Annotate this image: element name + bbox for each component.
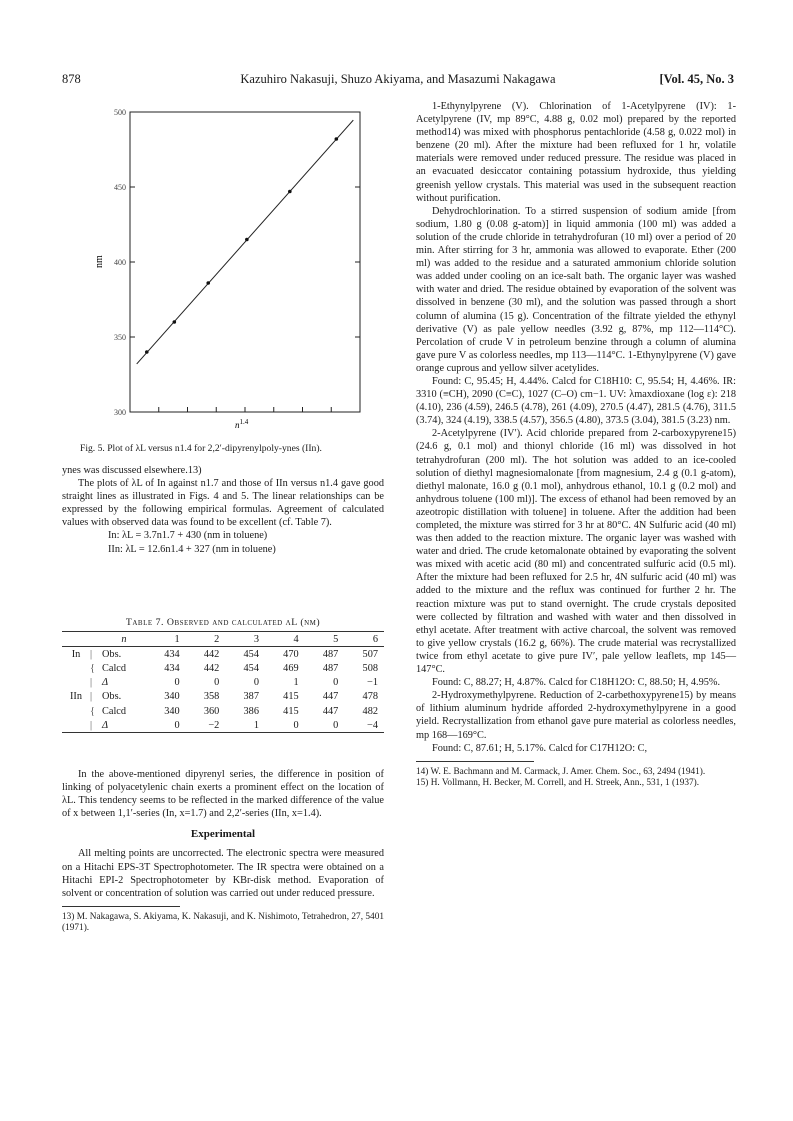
- table-cell: 487: [322, 662, 339, 674]
- table-cell: 0: [174, 719, 180, 731]
- row-kind: Calcd: [102, 662, 127, 674]
- n-value: 5: [333, 633, 339, 645]
- data-point: [288, 190, 292, 194]
- table-row: | Δ 0 −2 1 0 0 −4: [62, 718, 384, 732]
- table-cell: −1: [367, 677, 378, 689]
- table-cell: −4: [367, 719, 378, 731]
- fit-line: [137, 120, 354, 364]
- volume-label: [Vol. 45, No. 3: [659, 72, 734, 86]
- table-cell: 360: [203, 705, 220, 717]
- table-cell: 340: [164, 691, 180, 703]
- table-cell: 508: [362, 662, 378, 674]
- table-cell: 487: [322, 648, 339, 660]
- table-cell: 454: [243, 648, 259, 660]
- table-cell: 386: [243, 705, 259, 717]
- table-cell: 0: [293, 719, 299, 731]
- table-cell: 415: [283, 705, 299, 717]
- table-cell: 507: [362, 648, 378, 660]
- y-tick-label: 300: [114, 408, 126, 417]
- table-cell: 415: [283, 691, 299, 703]
- table-cell: 434: [164, 662, 180, 674]
- table-cell: 442: [203, 662, 220, 674]
- table-cell: 0: [333, 719, 339, 731]
- series-label: IIn: [69, 691, 82, 703]
- series-label: [62, 718, 90, 732]
- running-authors: Kazuhiro Nakasuji, Shuzo Akiyama, and Masazumi Nakagawa: [240, 72, 556, 86]
- table-cell: −2: [208, 719, 220, 731]
- paragraph-acetylpyrene: 2-Acetylpyrene (IV′). Acid chloride prepared from 2-carboxypyrene15) (24.6 g, 0.1 mol) and thionyl chloride (16 ml) was dissolved in hot tetrahydrofuran (200 ml). The hot solution was added to an ice-cooled solution of diethyl magnesiomalonate [from magnesium, 2.4 g (0.1 g-atom), diethyl malonate, 16.0 g (0.1 mol), anhydrous ethanol, 10.1 g (0.2 mol) and anhydrous toluene (100 ml)]. The excess of ethanol had been removed by an azeotropic distillation with toluene] in toluene. After the addition had been completed, the mixture was stirred for 3 hr at 80°C. 4N Sulfuric acid (40 ml) was then added to the reaction mixture. The organic layer was washed with water and dried. The crude ketomalonate obtained by evaporating the solvent was mixed with acetic acid (80 ml) and concentrated sulfuric acid (0.5 ml). After the mixture had been refluxed for 2.5 hr, 4N sulfuric acid (40 ml) was added to the mixture and the reflux was continued for further 2 hr. The reaction mixture was put to stand overnight. The crude crystals deposited were collected by filtration and washed with water and then dissolved in ethyl acetate. After treatment with active charcoal, the solvent was removed to give yellow crystals (16.2 g, 66%). The crude material was recrystallized twice from ethyl acetate to give pure IV′, pale yellow leaflets, mp 145—147°C.: [416, 428, 736, 676]
- figure-caption: Fig. 5. Plot of λL versus n1.4 for 2,2′-dipyrenylpoly-ynes (IIn).: [80, 443, 322, 454]
- table-row: IIn | Obs. 340 358 387 415 447 478: [62, 690, 384, 704]
- n-value: 3: [253, 633, 259, 645]
- n-value: 4: [293, 633, 299, 645]
- table-cell: 0: [253, 677, 259, 689]
- paragraph-plots: The plots of λL of In against n1.7 and those of IIn versus n1.4 gave good straight lines as illustrated in Figs. 4 and 5. The linear relationships can be expressed by the following empirical formulas. Agreement of calculated values with observed data was found to be excellent (cf. Table 7).: [62, 478, 384, 529]
- y-tick-label: 350: [114, 333, 126, 342]
- table-cell: 442: [203, 648, 220, 660]
- table-cell: 1: [293, 677, 299, 689]
- table-cell: 469: [283, 662, 299, 674]
- footnote-13: 13) M. Nakagawa, S. Akiyama, K. Nakasuji, and K. Nishimoto, Tetrahedron, 27, 5401 (1971).: [62, 911, 384, 934]
- paragraph-analysis-hydroxy: Found: C, 87.61; H, 5.17%. Calcd for C17H12O: C,: [432, 742, 648, 754]
- footnote-rule: [62, 906, 180, 907]
- left-column-bottom: [62, 768, 384, 935]
- table-row: In | Obs. 434 442 454 470 487 507: [62, 647, 384, 662]
- y-tick-label: 500: [114, 108, 126, 117]
- table-cell: 358: [203, 691, 220, 703]
- page-number: 878: [62, 72, 81, 86]
- footnote-rule-right: [416, 761, 534, 762]
- table-7: [62, 617, 384, 733]
- series-label: [62, 704, 90, 718]
- y-tick-label: 450: [114, 183, 126, 192]
- table-cell: 470: [283, 648, 299, 660]
- paragraph-dipyrenyl: In the above-mentioned dipyrenyl series, the difference in position of linking of polyacetylenic chain exerts a prominent effect on the location of λL. This tendency seems to be reflected in the marked difference of the value of x between 1,1′-series (In, x=1.7) and 2,2′-series (IIn, x=1.4).: [62, 769, 384, 820]
- table-cell: 0: [333, 677, 339, 689]
- table-cell: 340: [164, 705, 180, 717]
- n-header: n: [121, 633, 127, 645]
- series-label: [62, 661, 90, 675]
- paragraph-methods: All melting points are uncorrected. The electronic spectra were measured on a Hitachi EPS-3T Spectrophotometer. The IR spectra were obtained on a Hitachi EPI-2 Spectrophotometer by KBr-disk method. Evaporation of solvent or concentration of solution was carried out under reduced pressure.: [62, 848, 384, 899]
- paragraph-dehydrochlorination: Dehydrochlorination. To a stirred suspension of sodium amide [from sodium, 1.80 g (0.08 g-atom)] in liquid ammonia (100 ml) was added a solution of the crude chloride in tetrahydrofuran (10 ml) over a period of 20 min. After stirring for 3 hr, ammonia was allowed to evaporate. Ether (200 ml) was added to the residue and a saturated ammonium chloride solution was added under cooling on an ice-salt bath. The organic layer was washed with water and dried. The residue obtained by evaporation of the solvent was dissolved in benzene (30 ml), and the solution was passed through a short column of alumina (15 g). Concentration of the filtrate yielded the ethynyl derivative (V) as pale yellow needles (3.92 g, 87%, mp 112—114°C). Percolation of crude V in petroleum benzine through a column of alumina gave pure V as colorless needles, mp 113—114°C. 1-Ethynylpyrene (V) gave orange cuprous and yellow silver acetylides.: [416, 205, 736, 374]
- table-caption: Table 7. Observed and calculated λL (nm): [125, 617, 321, 628]
- row-kind: Calcd: [102, 705, 127, 717]
- right-column: [416, 100, 736, 790]
- data-point: [145, 350, 149, 354]
- data-point: [206, 281, 210, 285]
- plot-frame: [130, 112, 360, 412]
- figure-5-plot: [62, 100, 384, 435]
- paragraph-continuation: ynes was discussed elsewhere.13): [62, 465, 202, 476]
- row-kind: Obs.: [102, 691, 122, 703]
- table-row: { Calcd 434 442 454 469 487 508: [62, 661, 384, 675]
- table-cell: 454: [243, 662, 259, 674]
- table-row: { Calcd 340 360 386 415 447 482: [62, 704, 384, 718]
- table-cell: 0: [214, 677, 220, 689]
- table-cell: 478: [362, 691, 378, 703]
- y-tick-label: 400: [114, 258, 126, 267]
- table-row: | Δ 0 0 0 1 0 −1: [62, 676, 384, 690]
- row-kind: Δ: [102, 719, 109, 731]
- n-value: 6: [372, 633, 378, 645]
- table-cell: 482: [362, 705, 378, 717]
- n-value: 2: [214, 633, 220, 645]
- y-axis-label: nm: [94, 255, 105, 268]
- row-kind: Δ: [102, 677, 109, 689]
- x-axis-label: $n^{1.4}$: [235, 418, 249, 430]
- table-cell: 447: [322, 691, 339, 703]
- paragraph-analysis-IV: Found: C, 88.27; H, 4.87%. Calcd for C18H12O: C, 88.50; H, 4.95%.: [432, 677, 721, 689]
- running-header: [62, 72, 734, 90]
- table-cell: 434: [164, 648, 180, 660]
- n-value: 1: [174, 633, 180, 645]
- paragraph-analysis-V: Found: C, 95.45; H, 4.44%. Calcd for C18H10: C, 95.54; H, 4.46%. IR: 3310 (≡CH), 2090 (C≡C), 1027 (C–O) cm−1. UV: λmaxdioxane (log ε): 218 (4.10), 236 (4.59), 246.5 (4.78), 261 (4.09), 270.5 (4.47), 281.5 (4.76), 311.5 (3.74), 324 (4.19), 338.5 (4.57), 356.5 (4.80), 373.5 (3.04), 381.5 (3.23) nm.: [416, 375, 736, 427]
- series-label: [62, 676, 90, 690]
- table-cell: 447: [322, 705, 339, 717]
- section-heading-experimental: Experimental: [190, 828, 256, 841]
- series-label: In: [71, 648, 81, 660]
- data-point: [245, 238, 249, 242]
- table-cell: 0: [174, 677, 180, 689]
- paragraph-ethynylpyrene: 1-Ethynylpyrene (V). Chlorination of 1-Acetylpyrene (IV): 1-Acetylpyrene (IV, mp 89°C, 4.88 g, 0.02 mol) prepared by the reported method14) was mixed with phosphorus pentachloride (4.58 g, 0.022 mol) in benzene (20 ml). After the mixture had been refluxed for 1 hr, volatile materials were removed under reduced pressure. The residue was placed in an evacuated desiccator containing potassium hydroxide, thus yielding greenish yellow crystals. This material was used in the subsequent reaction without purification.: [416, 101, 736, 204]
- table-cell: 1: [253, 719, 259, 731]
- left-column-top: [62, 464, 384, 556]
- equation-IIn: IIn: λL = 12.6n1.4 + 327 (nm in toluene): [108, 543, 276, 555]
- row-kind: Obs.: [102, 648, 122, 660]
- data-point: [335, 137, 339, 141]
- footnote-15: 15) H. Vollmann, H. Becker, M. Correll, and H. Streek, Ann., 531, 1 (1937).: [416, 778, 700, 789]
- paragraph-hydroxymethylpyrene: 2-Hydroxymethylpyrene. Reduction of 2-carbethoxypyrene15) by means of lithium aluminum hydride afforded 2-hydroxymethylpyrene in a good yield. Recrystallization from ethanol gave pure material as colorless needles, mp 168—169°C.: [416, 690, 736, 741]
- data-point: [173, 320, 177, 324]
- footnote-14: 14) W. E. Bachmann and M. Carmack, J. Amer. Chem. Soc., 63, 2494 (1941).: [416, 766, 706, 777]
- table-cell: 387: [243, 691, 259, 703]
- equation-In: In: λL = 3.7n1.7 + 430 (nm in toluene): [108, 530, 268, 542]
